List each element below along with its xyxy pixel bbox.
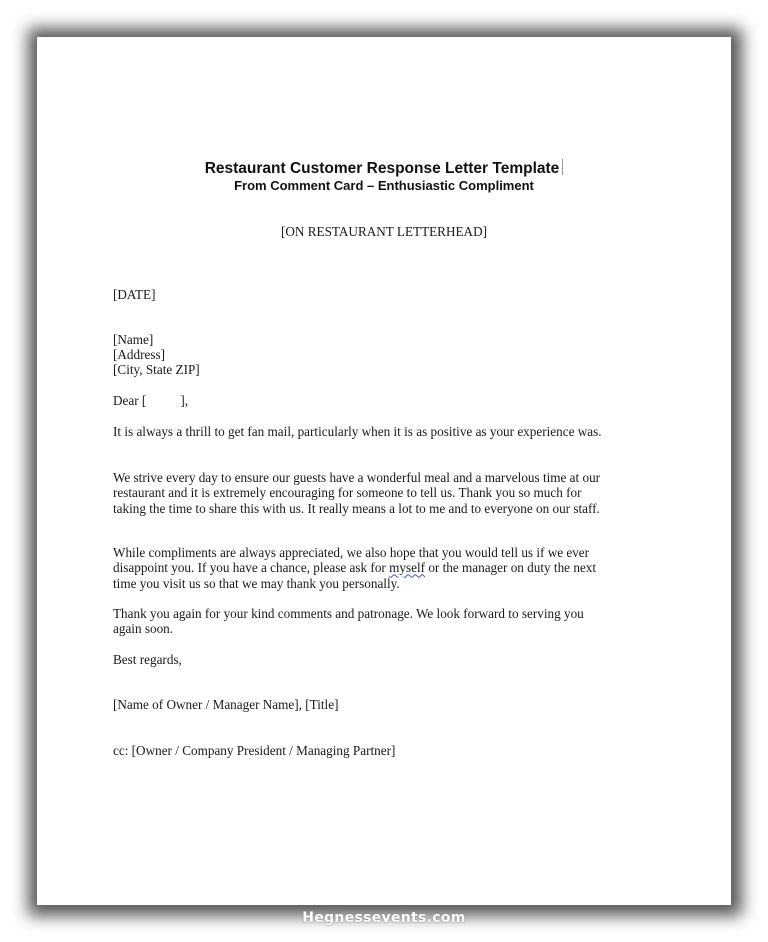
- salutation: Dear [ ],: [113, 393, 189, 408]
- recipient-name: [Name]: [113, 332, 154, 347]
- paragraph-4: Thank you again for your kind comments and patronage. We look forward to serving you again soon.: [113, 606, 584, 637]
- document-page: [37, 37, 731, 905]
- document-subtitle: From Comment Card – Enthusiastic Compliment: [234, 178, 534, 193]
- date-placeholder: [DATE]: [113, 287, 156, 302]
- paragraph-2: We strive every day to ensure our guests have a wonderful meal and a marvelous time at our restaurant and it is extremely encouraging for someone to tell us. Thank you so much for taking the time to share this with us. It really means a lot to me and to everyone on our staff.: [113, 470, 601, 516]
- closing: Best regards,: [113, 652, 182, 667]
- spellcheck-word: myself: [389, 560, 426, 576]
- document-title: Restaurant Customer Response Letter Template: [37, 159, 731, 178]
- cc-line: cc: [Owner / Company President / Managing Partner]: [113, 743, 396, 758]
- letterhead-placeholder: [ON RESTAURANT LETTERHEAD]: [280, 224, 487, 239]
- watermark: Hegnessevents.com: [302, 910, 466, 926]
- recipient-address: [Address]: [113, 347, 166, 362]
- paragraph-1: It is always a thrill to get fan mail, particularly when it is as positive as your experience was.: [113, 424, 602, 439]
- text-cursor: [562, 159, 563, 175]
- paragraph-3: While compliments are always appreciated, we also hope that you would tell us if we ever disappoint you. If you have a chance, please ask for myself or the manager on duty the next time you visit us so that we may thank you personally.: [113, 545, 597, 591]
- signature-block: [Name of Owner / Manager Name], [Title]: [113, 697, 339, 712]
- recipient-city: [City, State ZIP]: [113, 362, 200, 377]
